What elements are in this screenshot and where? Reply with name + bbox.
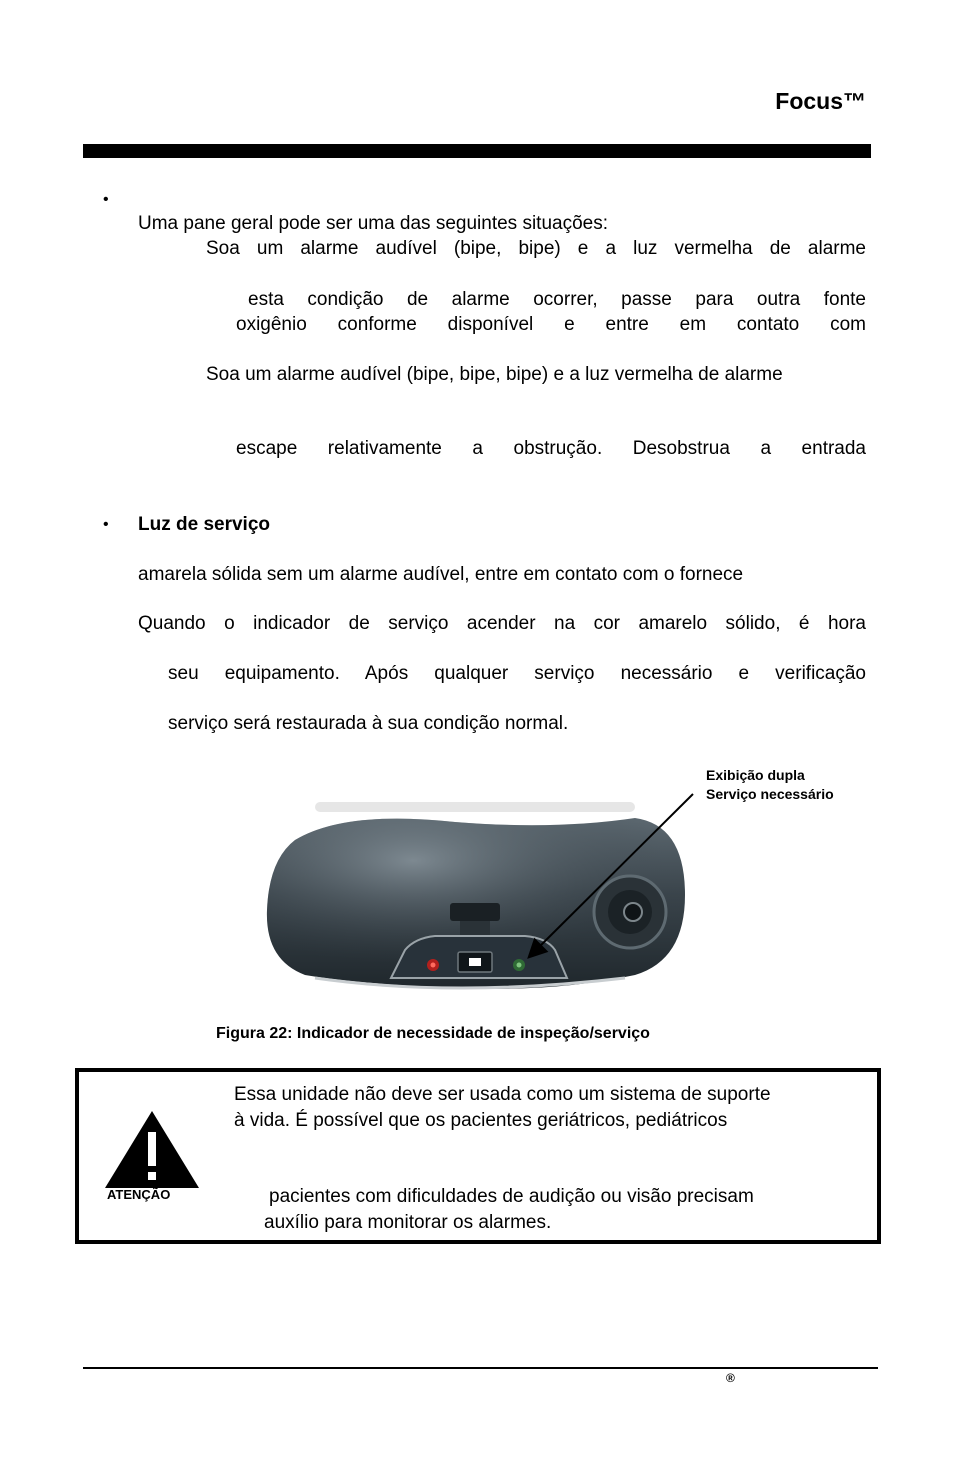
registered-mark: ®: [726, 1371, 735, 1385]
service-line-1: amarela sólida sem um alarme audível, entre em contato com o fornece: [138, 564, 744, 585]
callout-line-1: Exibição dupla: [706, 767, 805, 783]
fault-line-5: escape relativamente a obstrução. Desobstrua a entrada: [236, 438, 866, 459]
warning-icon-label: ATENÇÃO: [107, 1187, 171, 1202]
general-fault-intro: Uma pane geral pode ser uma das seguintes situações:: [138, 213, 608, 234]
belt-clip: [450, 903, 500, 921]
fault-line-1: Soa um alarme audível (bipe, bipe) e a luz vermelha de alarme: [206, 238, 866, 259]
footer-rule: [83, 1367, 878, 1369]
warning-line-2: à vida. É possível que os pacientes geriátricos, pediátricos: [234, 1110, 728, 1131]
warning-triangle-icon: [102, 1108, 202, 1190]
warning-box: [75, 1068, 881, 1244]
fault-line-4: Soa um alarme audível (bipe, bipe, bipe) e a luz vermelha de alarme: [206, 364, 783, 385]
service-line-4: serviço será restaurada à sua condição normal.: [168, 713, 569, 734]
figure-callout: [706, 766, 834, 804]
warning-line-4: auxílio para monitorar os alarmes.: [264, 1212, 552, 1233]
service-line-3: seu equipamento. Após qualquer serviço necessário e verificação: [168, 663, 866, 684]
figure-caption: Figura 22: Indicador de necessidade de inspeção/serviço: [216, 1025, 650, 1042]
header-divider-bar: [83, 144, 871, 158]
fault-line-2: esta condição de alarme ocorrer, passe para outra fonte: [248, 289, 866, 310]
service-line-2: Quando o indicador de serviço acender na cor amarelo sólido, é hora: [138, 613, 866, 634]
warning-line-3: pacientes com dificuldades de audição ou visão precisam: [269, 1186, 754, 1207]
service-light-heading: Luz de serviço: [138, 514, 270, 535]
page-header-title: Focus™: [775, 88, 866, 114]
bullet-service-light: •: [103, 516, 109, 533]
callout-arrow: [510, 788, 700, 968]
fault-line-3: oxigênio conforme disponível e entre em contato com: [236, 314, 866, 335]
callout-line-2: Serviço necessário: [706, 786, 834, 802]
warning-line-1: Essa unidade não deve ser usada como um sistema de suporte: [234, 1084, 771, 1105]
bullet-general-fault: •: [103, 191, 109, 208]
